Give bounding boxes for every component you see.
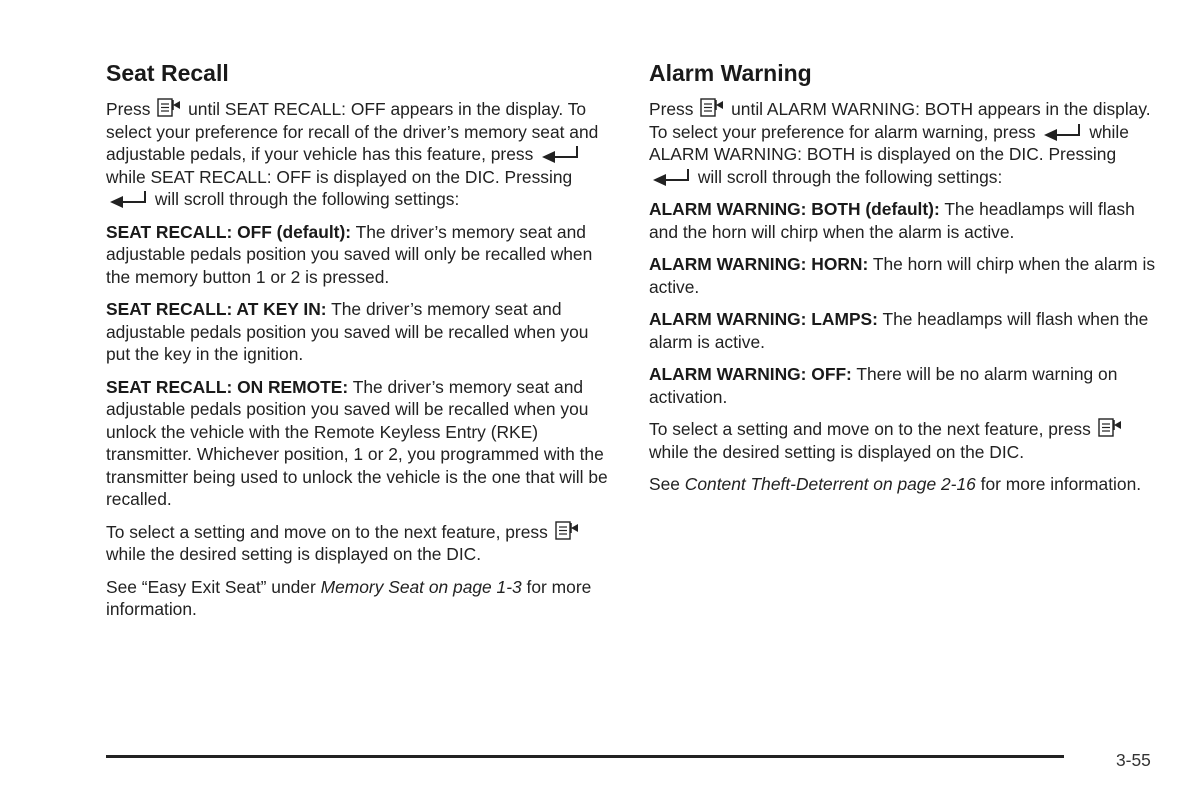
option-item [649, 308, 1159, 353]
option-item [106, 376, 616, 511]
option-term: ALARM WARNING: HORN: [649, 254, 869, 274]
enter-arrow-icon [108, 190, 148, 208]
option-term: ALARM WARNING: BOTH (default): [649, 199, 940, 219]
option-term: ALARM WARNING: LAMPS: [649, 309, 878, 329]
text: for more information. [106, 576, 592, 619]
option-text: The headlamps will flash and the horn will chirp when the alarm is active. [649, 199, 1135, 242]
section-title-alarm-warning: Alarm Warning [649, 60, 812, 86]
option-term: SEAT RECALL: OFF (default): [106, 221, 352, 242]
see-also [649, 473, 1159, 496]
cross-reference-link[interactable]: Memory Seat on page 1-3 [320, 576, 522, 597]
option-term: SEAT RECALL: ON REMOTE: [106, 376, 349, 397]
text: for more information. [980, 474, 1142, 494]
option-item [106, 298, 616, 366]
text: while SEAT RECALL: OFF is displayed on the DIC. Pressing [106, 166, 573, 187]
left-column [106, 58, 616, 631]
text: Press [649, 99, 694, 119]
seat-recall-intro [106, 98, 616, 211]
customization-menu-icon [555, 521, 579, 541]
text: while the desired setting is displayed on the DIC. [106, 544, 482, 564]
option-text: There will be no alarm warning on activation. [649, 364, 1118, 407]
enter-arrow-icon [651, 168, 691, 186]
customization-menu-icon [1098, 418, 1122, 438]
page-number: 3-55 [1116, 750, 1151, 770]
enter-arrow-icon [540, 145, 580, 163]
customization-menu-icon [157, 98, 181, 118]
option-text: The driver’s memory seat and adjustable pedals position you saved will be recalled when you unlock the vehicle with the Remote Keyless Entry (RKE) transmitter. Whichever position, 1 or 2, you programmed with the transmitter being used to unlock the vehicle is the one that will be recalled. [106, 376, 608, 509]
right-column [649, 58, 1159, 506]
text: To select a setting and move on to the next feature, press [649, 419, 1091, 439]
option-term: SEAT RECALL: AT KEY IN: [106, 299, 327, 319]
option-item [106, 221, 616, 289]
select-instructions [106, 521, 616, 566]
option-item [649, 253, 1159, 298]
option-item [649, 198, 1159, 243]
text: will scroll through the following settings: [697, 166, 1003, 187]
alarm-warning-intro [649, 98, 1159, 188]
text: See [649, 474, 680, 494]
option-text: The headlamps will flash when the alarm is active. [649, 309, 1149, 352]
option-text: The horn will chirp when the alarm is active. [649, 254, 1156, 297]
text: Press [106, 99, 151, 119]
text: until SEAT RECALL: OFF appears in the display. To select your preference for recall of the driver’s memory seat and adjustable pedals, if your vehicle has this feature, press [106, 99, 599, 164]
text: will scroll through the following settings: [154, 189, 460, 209]
customization-menu-icon [700, 98, 724, 118]
option-item [649, 363, 1159, 408]
option-text: The driver’s memory seat and adjustable pedals position you saved will be recalled when you put the key in the ignition. [106, 299, 589, 364]
text: while the desired setting is displayed on the DIC. [649, 441, 1025, 462]
text: until ALARM WARNING: BOTH appears in the display. To select your preference for alarm warning, press [649, 99, 1151, 142]
option-term: ALARM WARNING: OFF: [649, 364, 852, 384]
text: To select a setting and move on to the next feature, press [106, 521, 548, 542]
section-title-seat-recall: Seat Recall [106, 60, 229, 86]
see-also [106, 576, 616, 621]
enter-arrow-icon [1042, 123, 1082, 141]
footer-rule [106, 755, 1064, 758]
text: while ALARM WARNING: BOTH is displayed on the DIC. Pressing [649, 121, 1129, 164]
select-instructions [649, 418, 1159, 463]
option-text: The driver’s memory seat and adjustable pedals position you saved will only be recalled when the memory button 1 or 2 is pressed. [106, 221, 593, 287]
text: See “Easy Exit Seat” under [106, 576, 316, 597]
cross-reference-link[interactable]: Content Theft-Deterrent on page 2-16 [684, 474, 976, 494]
